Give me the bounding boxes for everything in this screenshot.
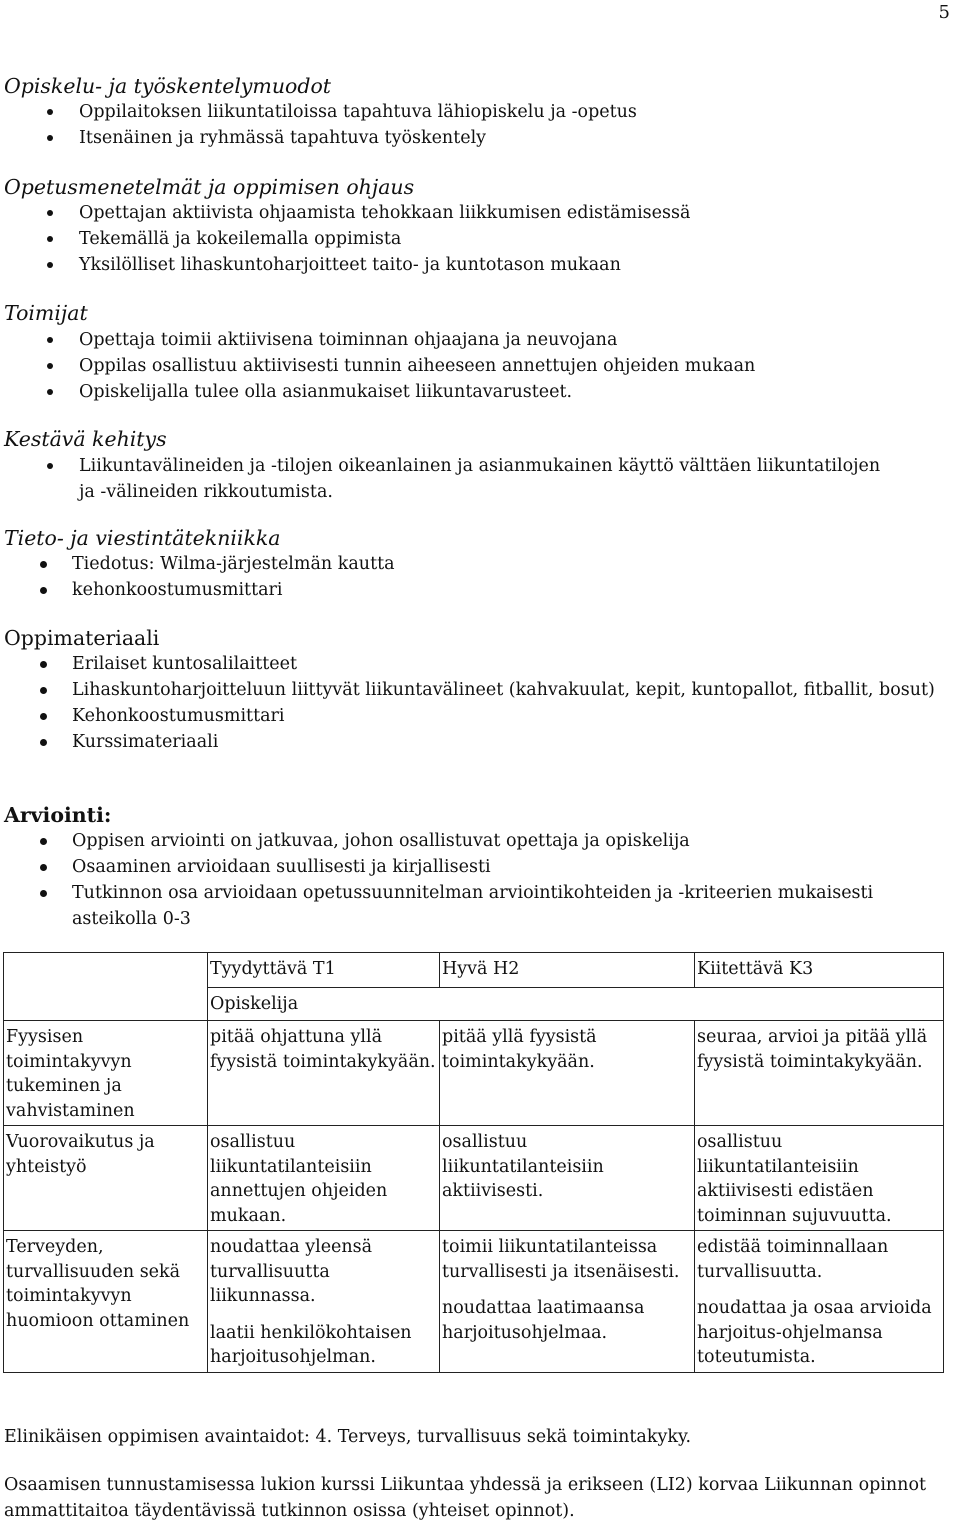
bullet-list [4,551,956,603]
cell-k3: osallistuu liikuntatilanteisiin aktiivisesti edistäen toiminnan sujuvuutta. [695,1126,944,1231]
key-competences [4,1424,956,1450]
cell-text: noudattaa laatimaansa harjoitusohjelmaa. [442,1298,645,1343]
cell-text: noudattaa yleensä turvallisuutta liikunnassa. [210,1237,373,1306]
column-header-t1: Tyydyttävä T1 [208,953,440,988]
section-heading: Kestävä kehitys [4,427,167,451]
list-item: Opettajan aktiivista ohjaamista tehokkaan liikkumisen edistämisessä [79,200,956,226]
table-header-row [4,953,944,988]
section-heading: Arviointi: [4,803,112,827]
list-item: Tekemällä ja kokeilemalla oppimista [79,226,956,252]
list-item: Yksilölliset lihaskuntoharjoitteet taito- ja kuntotason mukaan [79,252,956,278]
table-subheader: Opiskelija [208,988,944,1021]
section-sustainable-development [4,426,956,505]
list-item: Oppilaitoksen liikuntatiloissa tapahtuva lähiopiskelu ja -opetus [79,99,956,125]
table-row [4,1231,944,1373]
list-item: Tutkinnon osa arvioidaan opetussuunnitelman arviointikohteiden ja -kriteerien mukaisesti asteikolla 0-3 [72,880,932,932]
cell-k3 [695,1231,944,1373]
bullet-list [4,327,956,405]
recognition-note-text: Osaamisen tunnustamisessa lukion kurssi Liikuntaa yhdessä ja erikseen (LI2) korvaa Liikunnan opinnot ammattitaitoa täydentävissä tutkinnon osissa (yhteiset opinnot). [4,1475,927,1521]
key-competences-text: Elinikäisen oppimisen avaintaidot: 4. Terveys, turvallisuus sekä toimintakyky. [4,1427,692,1447]
section-heading: Opiskelu- ja työskentelymuodot [4,74,331,98]
row-label: Fyysisen toimintakyvyn tukeminen ja vahvistaminen [4,1021,208,1126]
list-item: kehonkoostumusmittari [72,577,956,603]
section-assessment [4,802,956,932]
list-item: Itsenäinen ja ryhmässä tapahtuva työskentely [79,125,956,151]
row-label: Vuorovaikutus ja yhteistyö [4,1126,208,1231]
bullet-list [4,453,894,505]
bullet-list [4,651,956,755]
list-item: Tiedotus: Wilma-järjestelmän kautta [72,551,956,577]
section-work-methods [4,73,956,151]
cell-h2: pitää yllä fyysistä toimintakykyään. [440,1021,695,1126]
section-learning-materials [4,625,956,755]
list-item: Oppisen arviointi on jatkuvaa, johon osallistuvat opettaja ja opiskelija [72,828,956,854]
section-heading: Oppimateriaali [4,626,160,650]
cell-t1: osallistuu liikuntatilanteisiin annettujen ohjeiden mukaan. [208,1126,440,1231]
table-corner-cell [4,953,208,1021]
bullet-list [4,99,956,151]
list-item: Opettaja toimii aktiivisena toiminnan ohjaajana ja neuvojana [79,327,956,353]
cell-h2 [440,1231,695,1373]
section-ict [4,525,956,603]
section-teaching-methods [4,174,956,278]
bullet-list [4,828,956,932]
row-label: Terveyden, turvallisuuden sekä toimintakyvyn huomioon ottaminen [4,1231,208,1373]
list-item: Liikuntavälineiden ja -tilojen oikeanlainen ja asianmukainen käyttö välttäen liikuntatilojen ja -välineiden rikkoutumista. [79,453,894,505]
table-row [4,1126,944,1231]
cell-k3: seuraa, arvioi ja pitää yllä fyysistä toimintakykyään. [695,1021,944,1126]
recognition-note [4,1472,934,1524]
cell-t1: pitää ohjattuna yllä fyysistä toimintakykyään. [208,1021,440,1126]
section-heading: Tieto- ja viestintätekniikka [4,526,281,550]
cell-t1 [208,1231,440,1373]
cell-text: toimii liikuntatilanteissa turvallisesti ja itsenäisesti. [442,1237,680,1282]
list-item: Opiskelijalla tulee olla asianmukaiset liikuntavarusteet. [79,379,956,405]
cell-text: noudattaa ja osaa arvioida harjoitus-ohjelmansa toteutumista. [697,1298,932,1367]
section-heading: Toimijat [4,301,88,325]
grading-table [3,952,944,1373]
list-item: Lihaskuntoharjoitteluun liittyvät liikuntavälineet (kahvakuulat, kepit, kuntopallot, fitballit, bosut) [72,677,956,703]
cell-h2: osallistuu liikuntatilanteisiin aktiivisesti. [440,1126,695,1231]
cell-text: edistää toiminnallaan turvallisuutta. [697,1237,889,1282]
column-header-h2: Hyvä H2 [440,953,695,988]
page-number: 5 [938,2,950,23]
section-heading: Opetusmenetelmät ja oppimisen ohjaus [4,175,415,199]
column-header-k3: Kiitettävä K3 [695,953,944,988]
list-item: Kurssimateriaali [72,729,956,755]
list-item: Osaaminen arvioidaan suullisesti ja kirjallisesti [72,854,956,880]
list-item: Erilaiset kuntosalilaitteet [72,651,956,677]
list-item: Kehonkoostumusmittari [72,703,956,729]
list-item: Oppilas osallistuu aktiivisesti tunnin aiheeseen annettujen ohjeiden mukaan [79,353,956,379]
cell-text: laatii henkilökohtaisen harjoitusohjelman. [210,1322,412,1367]
bullet-list [4,200,956,278]
section-actors [4,300,956,405]
table-row [4,1021,944,1126]
